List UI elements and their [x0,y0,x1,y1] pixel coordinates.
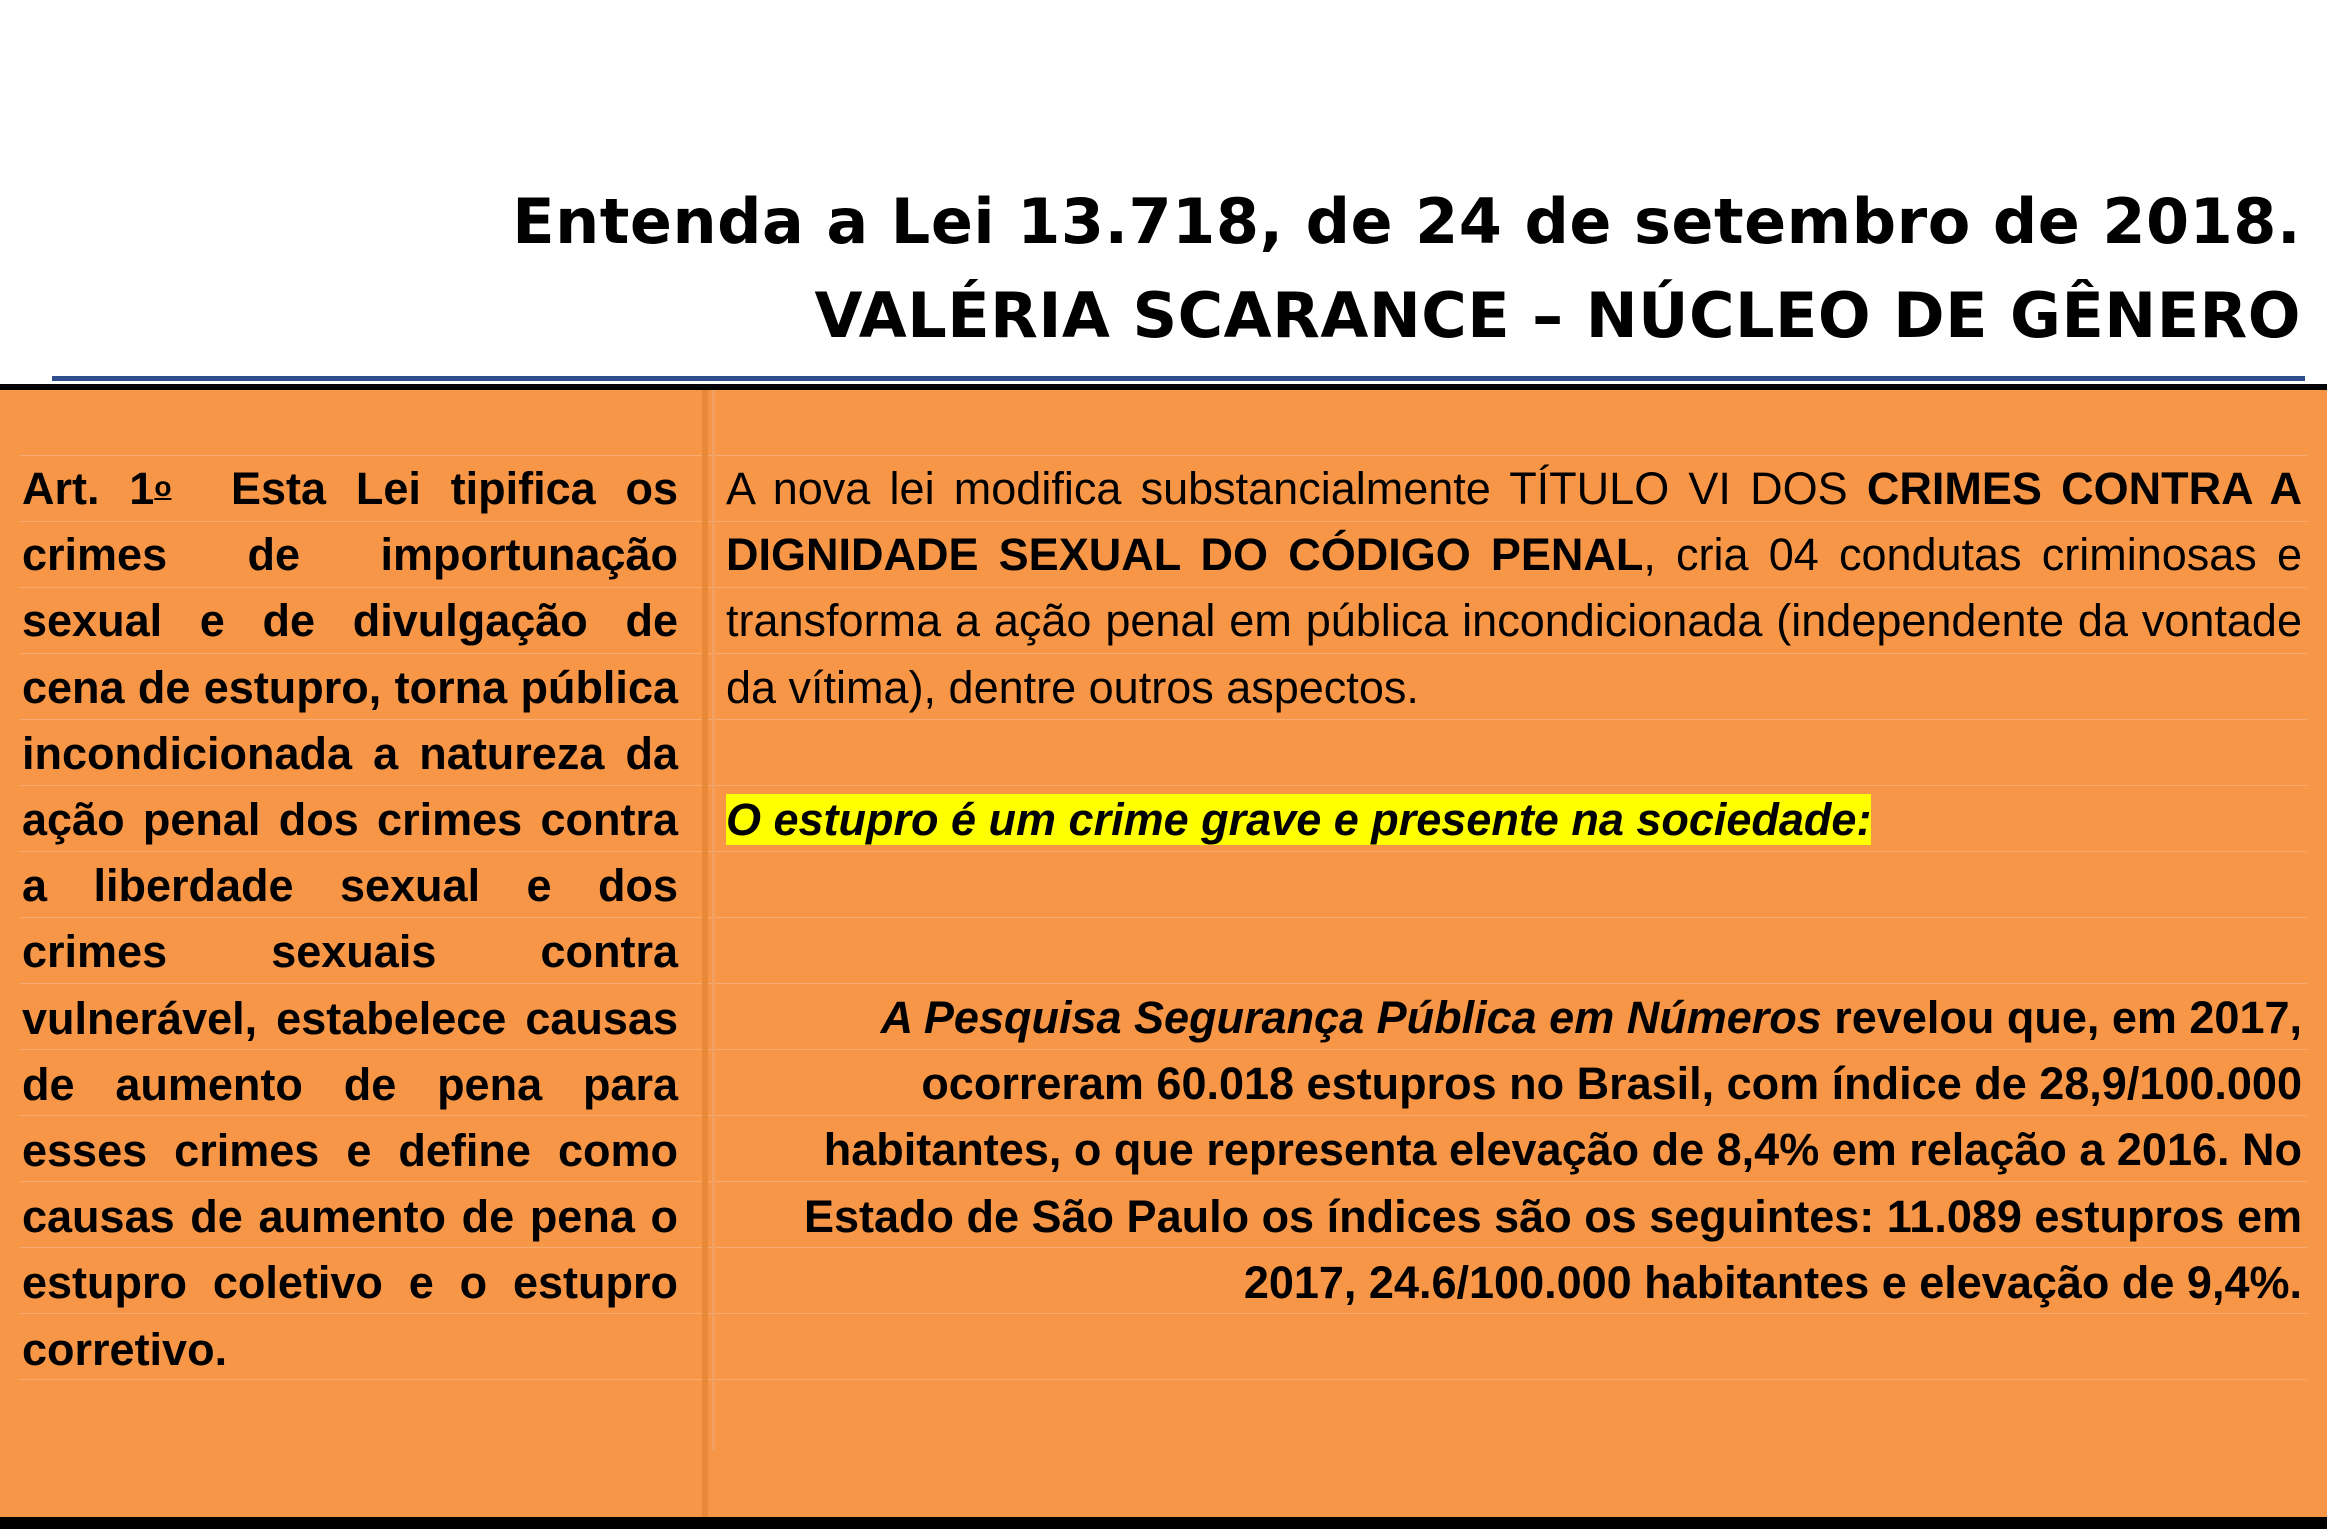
document-title: Entenda a Lei 13.718, de 24 de setembro de 2018. [512,185,2301,258]
document-subtitle: VALÉRIA SCARANCE – NÚCLEO DE GÊNERO [814,279,2301,352]
intro-bold: CRIMES CONTRA A DIGNIDADE SEXUAL DO CÓDIGO PENAL [726,463,2302,581]
column-divider [702,390,708,1529]
ordinal-indicator: o [154,471,172,502]
intro-paragraph [726,456,2302,721]
research-paragraph [726,985,2302,1316]
article-label: Art. 1 [22,463,155,514]
research-body: revelou que, em 2017, ocorreram 60.018 estupros no Brasil, com índice de 28,9/100.000 habitantes, o que representa elevação de 8,4% em relação a 2016. No Estado de São Paulo os índices são os seguintes: 11.089 estupros em 2017, 24.6/100.000 habitantes e elevação de 9,4%. [803,992,2302,1308]
header-rule [52,376,2305,381]
explanation-column [726,456,2302,1316]
highlight-line [726,787,2302,853]
intro-before: A nova lei modifica substancialmente TÍTULO VI DOS [726,463,1867,514]
panel-bottom-border [0,1517,2327,1529]
column-divider-inner [712,390,715,1450]
document-header [401,175,2301,363]
highlighted-statement: O estupro é um crime grave e presente na sociedade: [726,793,1872,845]
article-body: Esta Lei tipifica os crimes de importunação sexual e de divulgação de cena de estupro, torna pública incondicionada a natureza da ação penal dos crimes contra a liberdade sexual e dos crimes sexuais contra vulnerável, estabelece causas de aumento de pena para esses crimes e define como causas de aumento de pena o estupro coletivo e o estupro corretivo. [22,463,678,1375]
article-1-text [22,456,678,1383]
research-title: A Pesquisa Segurança Pública em Números [880,992,1822,1044]
intro-after: , cria 04 condutas criminosas e transforma a ação penal em pública incondicionada (independente da vontade da vítima), dentre outros aspectos. [726,529,2302,713]
